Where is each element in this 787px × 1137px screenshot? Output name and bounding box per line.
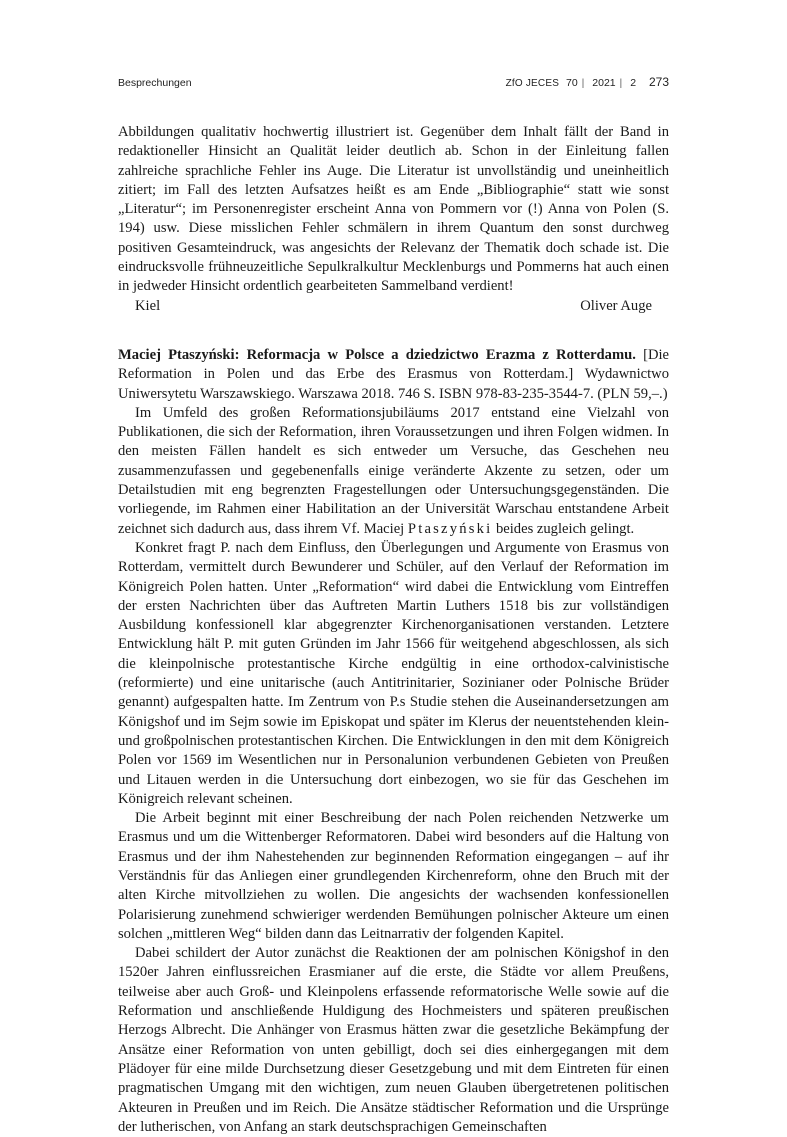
- journal-name: ZfO JECES: [505, 78, 560, 89]
- review-paragraph: Im Umfeld des großen Reformationsjubiläums 2017 entstand eine Vielzahl von Publikationen, die sich der Reformation, ihren Voraussetzungen und ihren Folgen widmen. In den meisten Fällen handelt es sich entweder um Versuche, das Geschehen neu zusammenzufassen und gegebenenfalls einige veränderte Akzente zu setzen, oder um Detailstudien mit eng begrenzten Fragestellungen oder Untersuchungsgegenständen. Die vorliegende, im Rahmen einer Habilitation an der Universität Warschau entstandene Arbeit zeichnet sich dadurch aus, dass ihrem Vf. Maciej Ptaszyński beides zugleich gelingt.: [118, 404, 669, 537]
- book-bibliography: [Die Reformation in Polen und das Erbe des Erasmus von Rotterdam.] Wydawnictwo Uniwersytetu Warszawskiego. Warszawa 2018. 746 S. ISBN 978-83-235-3544-7. (PLN 59,–.): [118, 346, 670, 402]
- review-paragraph: Die Arbeit beginnt mit einer Beschreibung der nach Polen reichenden Netzwerke um Erasmus und um die Wittenberger Reformatoren. Dabei wird besonders auf die Haltung von Erasmus und der ihm Nahestehenden zur beginnenden Reformation eingegangen – auf ihr Verständnis für das Anliegen einer grundlegenden Kirchenreform, ohne den Bruch mit der alten Kirche mitvollziehen zu wollen. Die angesichts der wachsenden konfessionellen Polarisierung zunehmend schwieriger werdenden Bemühungen polnischer Akteure um einen solchen „mittleren Weg“ bilden dann das Leitnarrativ der folgenden Kapitel.: [118, 810, 669, 942]
- page-body: [118, 123, 669, 1137]
- reviewer-signature: [118, 297, 669, 316]
- issue-number: 2: [630, 77, 637, 89]
- reviewer-name: Oliver Auge: [580, 297, 652, 314]
- review-paragraph: Dabei schildert der Autor zunächst die Reaktionen der am polnischen Königshof in den 1520er Jahren einflussreichen Erasmianer auf die erste, die Städte vor allem Preußens, teilweise aber auch Groß- und Kleinpolens erfassende reformatorische Welle sowie auf die Reformation und anschließende Huldigung des Hochmeisters und späteren preußischen Herzogs Albrecht. Die Anhänger von Erasmus hätten zwar die gesetzliche Bekämpfung der Ansätze einer Reformation von unten gebilligt, doch sei dies einhergegangen mit dem Plädoyer für eine milde Durchsetzung dieser Gesetzgebung und mit dem Eintreten für einen pragmatischen Umgang mit den wichtigen, zum neuen Glauben übergetretenen politischen Akteuren in Preußen und im Reich. Die Ansätze städtischer Reformation und die Ursprünge der lutherischen, von Anfang an stark deutschsprachigen Gemeinschaften: [118, 945, 669, 1135]
- previous-review-ending: Abbildungen qualitativ hochwertig illustriert ist. Gegenüber dem Inhalt fällt der Band in redaktioneller Hinsicht an Qualität leider deutlich ab. Schon in der Einleitung fallen zahlreiche sprachliche Fehler ins Auge. Die Literatur ist unvollständig und uneinheitlich zitiert; im Fall des letzten Aufsatzes heißt es am Ende „Bibliographie“ statt wie sonst „Literatur“; im Personenregister erscheint Anna von Pommern vor (!) Anna von Polen (S. 194) usw. Diese misslichen Fehler schmälern in ihrem Quantum den sonst durchweg positiven Gesamteindruck, was angesichts der Relevanz der Thematik doch schade ist. Die eindrucksvolle frühneuzeitliche Sepulkralkultur Mecklenburgs und Pommerns hat auch einen in jedweder Hinsicht ordentlich gearbeiteten Sammelband verdient!: [118, 124, 669, 295]
- separator: |: [619, 77, 623, 89]
- volume-number: 70: [566, 77, 578, 89]
- review-heading: [118, 346, 669, 404]
- book-author-title: Maciej Ptaszyński: Reformacja w Polsce a dziedzictwo Erazma z Rotterdamu.: [118, 346, 636, 363]
- separator: |: [581, 77, 585, 89]
- reviewer-place: Kiel: [135, 297, 161, 314]
- author-name-spaced: Ptaszyński: [407, 520, 493, 537]
- year: 2021: [592, 77, 616, 89]
- section-title: Besprechungen: [118, 77, 192, 89]
- running-header: [118, 75, 669, 95]
- journal-info: [506, 75, 669, 89]
- review-paragraph: Konkret fragt P. nach dem Einfluss, den Überlegungen und Argumente von Erasmus von Rotterdam, vermittelt durch Bewunderer und Schüler, auf den Verlauf der Reformation im Königreich Polen hatten. Unter „Reformation“ wird dabei die Entwicklung vom Eintreffen der ersten Nachrichten über das Auftreten Martin Luthers 1518 bis zur vollständigen Ausbildung konfessionell klar abgegrenzter Kirchenorganisationen verstanden. Letztere Entwicklung hält P. mit guten Gründen im Jahr 1566 für weitgehend abgeschlossen, als sich die kleinpolnische protestantische Kirche endgültig in eine orthodox-calvinistische (reformierte) und eine unitarische (auch Antitrinitarier, Sozinianer oder Polnische Brüder genannt) aufgespalten hatte. Im Zentrum von P.s Studie stehen die Auseinandersetzungen am Königshof und im Sejm sowie im Episkopat und später im Klerus der neuentstehenden klein- und großpolnischen protestantischen Kirchen. Die Entwicklungen in den mit dem Königreich Polen vor 1569 im Wesentlichen nur in Personalunion verbundenen Gebieten von Preußen und Litauen werden in die Untersuchung dort einbezogen, wo sie für das Geschehen im Königreich relevant scheinen.: [118, 539, 669, 807]
- page-number: 273: [648, 75, 669, 89]
